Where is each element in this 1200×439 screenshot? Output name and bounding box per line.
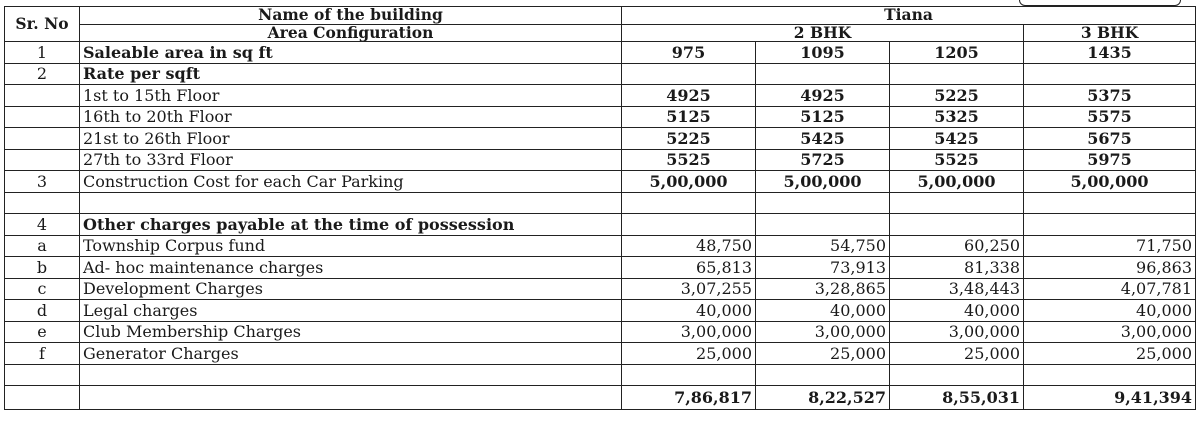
empty-cell <box>5 128 80 150</box>
value-cell: 25,000 <box>756 343 890 365</box>
row-label: 27th to 33rd Floor <box>80 149 622 171</box>
empty-cell <box>80 192 622 214</box>
empty-cell <box>1024 192 1196 214</box>
sr-cell: 3 <box>5 171 80 193</box>
cropped-box <box>1019 0 1181 6</box>
price-table <box>4 6 1196 410</box>
value-cell: 25,000 <box>1024 343 1196 365</box>
total-cell: 8,55,031 <box>890 386 1024 410</box>
total-row <box>5 386 1196 410</box>
row-label: Township Corpus fund <box>80 235 622 257</box>
empty-cell <box>1024 214 1196 236</box>
sr-cell: c <box>5 278 80 300</box>
sr-cell: 1 <box>5 42 80 64</box>
row-label: Development Charges <box>80 278 622 300</box>
row-label: Other charges payable at the time of possession <box>80 214 622 236</box>
value-cell: 5575 <box>1024 106 1196 128</box>
row-label: Generator Charges <box>80 343 622 365</box>
value-cell: 40,000 <box>622 300 756 322</box>
sr-cell: f <box>5 343 80 365</box>
value-cell: 4,07,781 <box>1024 278 1196 300</box>
sr-cell: b <box>5 257 80 279</box>
value-cell: 3,00,000 <box>756 321 890 343</box>
value-cell: 40,000 <box>1024 300 1196 322</box>
value-cell: 3,00,000 <box>1024 321 1196 343</box>
table-row <box>5 128 1196 150</box>
value-cell: 4925 <box>622 85 756 107</box>
table-row <box>5 106 1196 128</box>
empty-cell <box>5 192 80 214</box>
sr-cell: 4 <box>5 214 80 236</box>
empty-cell <box>622 63 756 85</box>
table-row <box>5 149 1196 171</box>
value-cell: 1435 <box>1024 42 1196 64</box>
building-label: Name of the building <box>80 7 622 25</box>
config-label: Area Configuration <box>80 24 622 42</box>
sr-cell: 2 <box>5 63 80 85</box>
value-cell: 71,750 <box>1024 235 1196 257</box>
value-cell: 5375 <box>1024 85 1196 107</box>
value-cell: 5675 <box>1024 128 1196 150</box>
value-cell: 975 <box>622 42 756 64</box>
value-cell: 3,48,443 <box>890 278 1024 300</box>
value-cell: 3,00,000 <box>890 321 1024 343</box>
row-label: Club Membership Charges <box>80 321 622 343</box>
value-cell: 65,813 <box>622 257 756 279</box>
empty-cell <box>756 192 890 214</box>
value-cell: 5125 <box>622 106 756 128</box>
value-cell: 3,28,865 <box>756 278 890 300</box>
table-row <box>5 300 1196 322</box>
row-label: Legal charges <box>80 300 622 322</box>
sr-cell: a <box>5 235 80 257</box>
sr-no-header: Sr. No <box>5 7 80 42</box>
table-row <box>5 214 1196 236</box>
value-cell: 96,863 <box>1024 257 1196 279</box>
row-label: Ad- hoc maintenance charges <box>80 257 622 279</box>
value-cell: 5525 <box>890 149 1024 171</box>
empty-cell <box>890 192 1024 214</box>
value-cell: 5,00,000 <box>1024 171 1196 193</box>
table-row <box>5 257 1196 279</box>
value-cell: 1095 <box>756 42 890 64</box>
empty-cell <box>756 364 890 386</box>
value-cell: 5425 <box>890 128 1024 150</box>
header-row-config <box>5 24 1196 42</box>
value-cell: 25,000 <box>890 343 1024 365</box>
price-sheet <box>4 0 1199 439</box>
table-row <box>5 63 1196 85</box>
value-cell: 4925 <box>756 85 890 107</box>
spacer-row <box>5 364 1196 386</box>
value-cell: 25,000 <box>622 343 756 365</box>
total-cell: 9,41,394 <box>1024 386 1196 410</box>
empty-cell <box>80 364 622 386</box>
value-cell: 5,00,000 <box>890 171 1024 193</box>
total-cell: 7,86,817 <box>622 386 756 410</box>
value-cell: 73,913 <box>756 257 890 279</box>
value-cell: 5,00,000 <box>622 171 756 193</box>
empty-cell <box>5 106 80 128</box>
bhk2-header: 2 BHK <box>622 24 1024 42</box>
table-row <box>5 278 1196 300</box>
table-row <box>5 171 1196 193</box>
empty-cell <box>5 386 80 410</box>
table-row <box>5 85 1196 107</box>
value-cell: 54,750 <box>756 235 890 257</box>
empty-cell <box>80 386 622 410</box>
empty-cell <box>1024 63 1196 85</box>
total-cell: 8,22,527 <box>756 386 890 410</box>
value-cell: 40,000 <box>756 300 890 322</box>
value-cell: 40,000 <box>890 300 1024 322</box>
value-cell: 60,250 <box>890 235 1024 257</box>
table-row <box>5 42 1196 64</box>
sr-cell: d <box>5 300 80 322</box>
table-row <box>5 321 1196 343</box>
building-name: Tiana <box>622 7 1196 25</box>
empty-cell <box>890 214 1024 236</box>
value-cell: 1205 <box>890 42 1024 64</box>
header-row-building <box>5 7 1196 25</box>
bhk3-header: 3 BHK <box>1024 24 1196 42</box>
empty-cell <box>5 364 80 386</box>
empty-cell <box>890 364 1024 386</box>
value-cell: 5425 <box>756 128 890 150</box>
value-cell: 5225 <box>622 128 756 150</box>
value-cell: 48,750 <box>622 235 756 257</box>
empty-cell <box>890 63 1024 85</box>
value-cell: 5125 <box>756 106 890 128</box>
row-label: Rate per sqft <box>80 63 622 85</box>
row-label: Saleable area in sq ft <box>80 42 622 64</box>
row-label: 21st to 26th Floor <box>80 128 622 150</box>
value-cell: 5725 <box>756 149 890 171</box>
sr-cell: e <box>5 321 80 343</box>
value-cell: 5525 <box>622 149 756 171</box>
value-cell: 5,00,000 <box>756 171 890 193</box>
empty-cell <box>756 214 890 236</box>
empty-cell <box>756 63 890 85</box>
table-row <box>5 235 1196 257</box>
empty-cell <box>622 192 756 214</box>
empty-cell <box>622 214 756 236</box>
spacer-row <box>5 192 1196 214</box>
value-cell: 5325 <box>890 106 1024 128</box>
row-label: 16th to 20th Floor <box>80 106 622 128</box>
table-row <box>5 343 1196 365</box>
value-cell: 3,07,255 <box>622 278 756 300</box>
value-cell: 81,338 <box>890 257 1024 279</box>
empty-cell <box>1024 364 1196 386</box>
row-label: 1st to 15th Floor <box>80 85 622 107</box>
empty-cell <box>5 85 80 107</box>
empty-cell <box>622 364 756 386</box>
value-cell: 3,00,000 <box>622 321 756 343</box>
value-cell: 5225 <box>890 85 1024 107</box>
empty-cell <box>5 149 80 171</box>
value-cell: 5975 <box>1024 149 1196 171</box>
row-label: Construction Cost for each Car Parking <box>80 171 622 193</box>
